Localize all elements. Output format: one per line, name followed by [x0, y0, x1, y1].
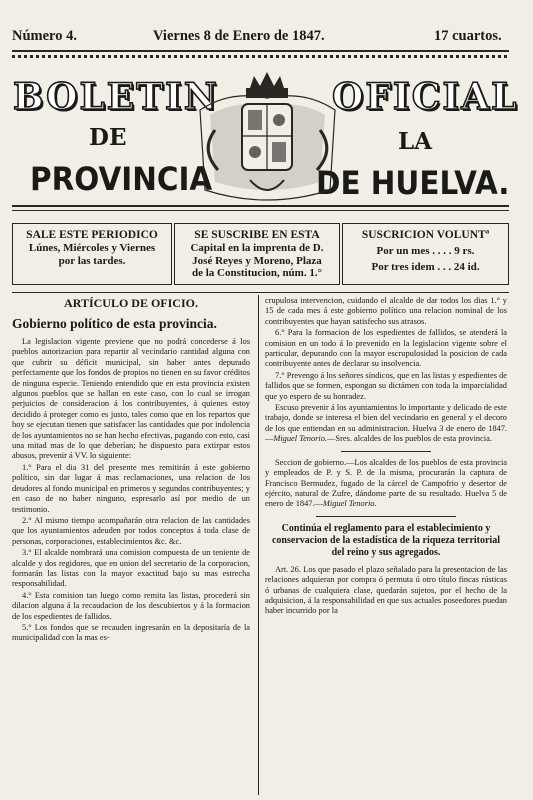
info-box-line: Capital en la imprenta de D. — [190, 242, 324, 254]
continua-title: Continúa el reglamento para el establecimiento y conservacion de la estadística de la riqueza territorial del reino y sus agregados. — [271, 522, 500, 558]
info-box-suscricion — [342, 223, 509, 285]
signature: Miguel Tenorio. — [273, 434, 328, 444]
coat-of-arms-icon — [190, 70, 345, 210]
info-box-line: Lúnes, Miércoles y Viernes — [28, 242, 156, 254]
paragraph: crupulosa intervencion, cuidando el alcalde de dar todos los dias 1.° y 15 de cada mes á este gobierno político una relacion nominal de los contribuyentes que hayan satisfecho sus atrasos. — [265, 296, 507, 326]
issue-date: Viernes 8 de Enero de 1847. — [153, 28, 325, 44]
paragraph: 7.° Prevengo á los señores síndicos, que en las listas y espedientes de fallidos que se formen, espongan su dictámen con toda la imparcialidad que yo espero de su honradez. — [265, 370, 507, 401]
title-boletin: BOLETIN — [13, 76, 219, 118]
info-box-line: José Reyes y Moreno, Plaza — [192, 254, 322, 267]
paragraph: Escuso prevenir á los ayuntamientos lo importante y delicado de este trabajo, donde se interesa el bien del vecindario en general y el decoro de los que entiendan en su administracion. Huelva 3 de enero de 1847.—Miguel Tenorio.—Sres. alcaldes de los pueblos de esta provincia. — [265, 403, 507, 444]
paragraph-text: Escuso prevenir á los ayuntamientos lo importante y delicado de este trabajo, donde se interesa el bien del vecindario en general y el decoro de los que entiendan en su administracion. Huelva 3 de enero de 1847. — [265, 403, 507, 433]
paragraph: 4.° Esta comision tan luego como remita las listas, procederá sin dilacion alguna á la recaudacion de los descubiertos y á la formacion de los espedientes de fallidos. — [12, 590, 250, 621]
info-box-sale — [12, 223, 172, 285]
title-provincia: PROVINCIA — [30, 160, 213, 198]
paragraph: 1.° Para el dia 31 del presente mes remitirán á este gobierno político, sin dar lugar á mas reclamaciones, una relacion de los deudores al fondo municipal en primeros y segundos contribuyentes; y en caso de no haber ninguno, espresarlo así por medio de un testimonio. — [12, 462, 250, 514]
issue-number: Número 4. — [12, 28, 77, 44]
right-column — [265, 296, 507, 796]
info-box-suscribe — [174, 223, 340, 285]
info-box-line: Por tres idem . . . 24 id. — [371, 260, 480, 273]
paragraph: 2.° Al mismo tiempo acompañarán otra relacion de las cantidades que los ayuntamientos adeuden por todos conceptos á toda clase de personas, corporaciones, establecimientos &c. &c. — [12, 515, 250, 546]
info-box-heading: SUSCRICION VOLUNTª — [361, 229, 490, 241]
divider — [341, 451, 431, 452]
title-de: DE — [89, 124, 127, 151]
paragraph: Art. 26. Los que pasado el plazo señalado para la presentacion de las relaciones adquieran por compra ó permuta ú otro título fincas rústicas ó urbanas de cualquiera clase, quedarán sujetos, por el hecho de la adquisicion, á la responsabilidad en que sus actuales poseedores puedan haber incurrido por la — [265, 564, 507, 616]
title-oficial: OFICIAL — [332, 76, 519, 118]
info-box-line: por las tardes. — [58, 254, 126, 267]
masthead-bottom-rule — [12, 205, 509, 207]
top-rule — [12, 50, 509, 52]
column-divider — [258, 295, 259, 795]
info-box-heading: SE SUSCRIBE EN ESTA — [194, 229, 320, 241]
paragraph: La legislacion vigente previene que no podrá concederse á los pueblos autorizacion para repartir al vecindario cantidad alguna con que cubrir su déficit municipal, sin haber antes depurado perfectamente que los fondos de propios no tienen en su favor créditos de ninguna especie. Teniendo entendido que en esta provincia existen algunos pueblos que se hallan en este caso, con lo cual se irrogan perjuicios de consideracion á los contribuyentes, á quienes estoy decidido á proteger como es justo, tales como que en los repartos que hoy se ejecutan tienen que satisfacer las cantidades que por indolencia de los ayuntamientos no se han hecho efectivas, pagando con esto, casi una mitad mas de lo que deberían; he dispuesto para extirpar estos abusos, prevenir á VV. lo siguiente: — [12, 337, 250, 461]
paragraph: 3.° El alcalde nombrará una comision compuesta de un teniente de alcalde y dos regidores, que en union del secretario de la corporacion, formarán las listas con la mayor exactitud bajo su mas estrecha responsabilidad. — [12, 548, 250, 589]
title-la: LA — [398, 128, 433, 155]
divider — [316, 516, 456, 517]
columns-top-rule — [12, 292, 509, 293]
top-ornament-rule — [12, 55, 509, 58]
left-column — [12, 296, 250, 796]
paragraph-text: Seccion de gobierno.—Los alcaldes de los pueblos de esta provincia y empleados de P. y S. P. de la misma, procurarán la captura de Francisco Bermudez, fugado de la cárcel de Campofrio y desertor de ejército, natural de Zufre, dándome parte de su resultado. Huelva 5 de enero de 1847. — [265, 457, 507, 509]
issue-price: 17 cuartos. — [434, 28, 502, 44]
paragraph: 6.° Para la formacion de los espedientes de fallidos, se atenderá la comision en un todo á lo prevenido en la legislacion vigente sobre el particular, depurando con la mayor escrupulosidad la posicion de cada contribuyente antes de declarar su insolvencia. — [265, 328, 507, 369]
paragraph: Seccion de gobierno.—Los alcaldes de los pueblos de esta provincia y empleados de P. y S. P. de la misma, procurarán la captura de Francisco Bermudez, fugado de la cárcel de Campofrio y desertor de ejército, natural de Zufre, dándome parte de su resultado. Huelva 5 de enero de 1847.—Miguel Tenorio. — [265, 457, 507, 509]
info-box-heading: SALE ESTE PERIODICO — [26, 229, 158, 241]
signature: Miguel Tenorio. — [322, 499, 377, 509]
info-box-line: Por un mes . . . . 9 rs. — [376, 245, 475, 257]
title-de-huelva: DE HUELVA. — [316, 164, 510, 202]
section-title: ARTÍCULO DE OFICIO. — [64, 296, 198, 310]
addressee: —Sres. alcaldes de los pueblos de esta provincia. — [327, 434, 492, 444]
paragraph: 5.° Los fondos que se recauden ingresarán en la depositaría de la municipalidad con la mas es- — [12, 622, 250, 643]
masthead-thin-rule — [12, 210, 509, 211]
article-title: Gobierno político de esta provincia. — [12, 316, 217, 331]
masthead-top-line — [12, 28, 507, 50]
info-box-line: de la Constitucion, núm. 1.° — [191, 267, 322, 279]
